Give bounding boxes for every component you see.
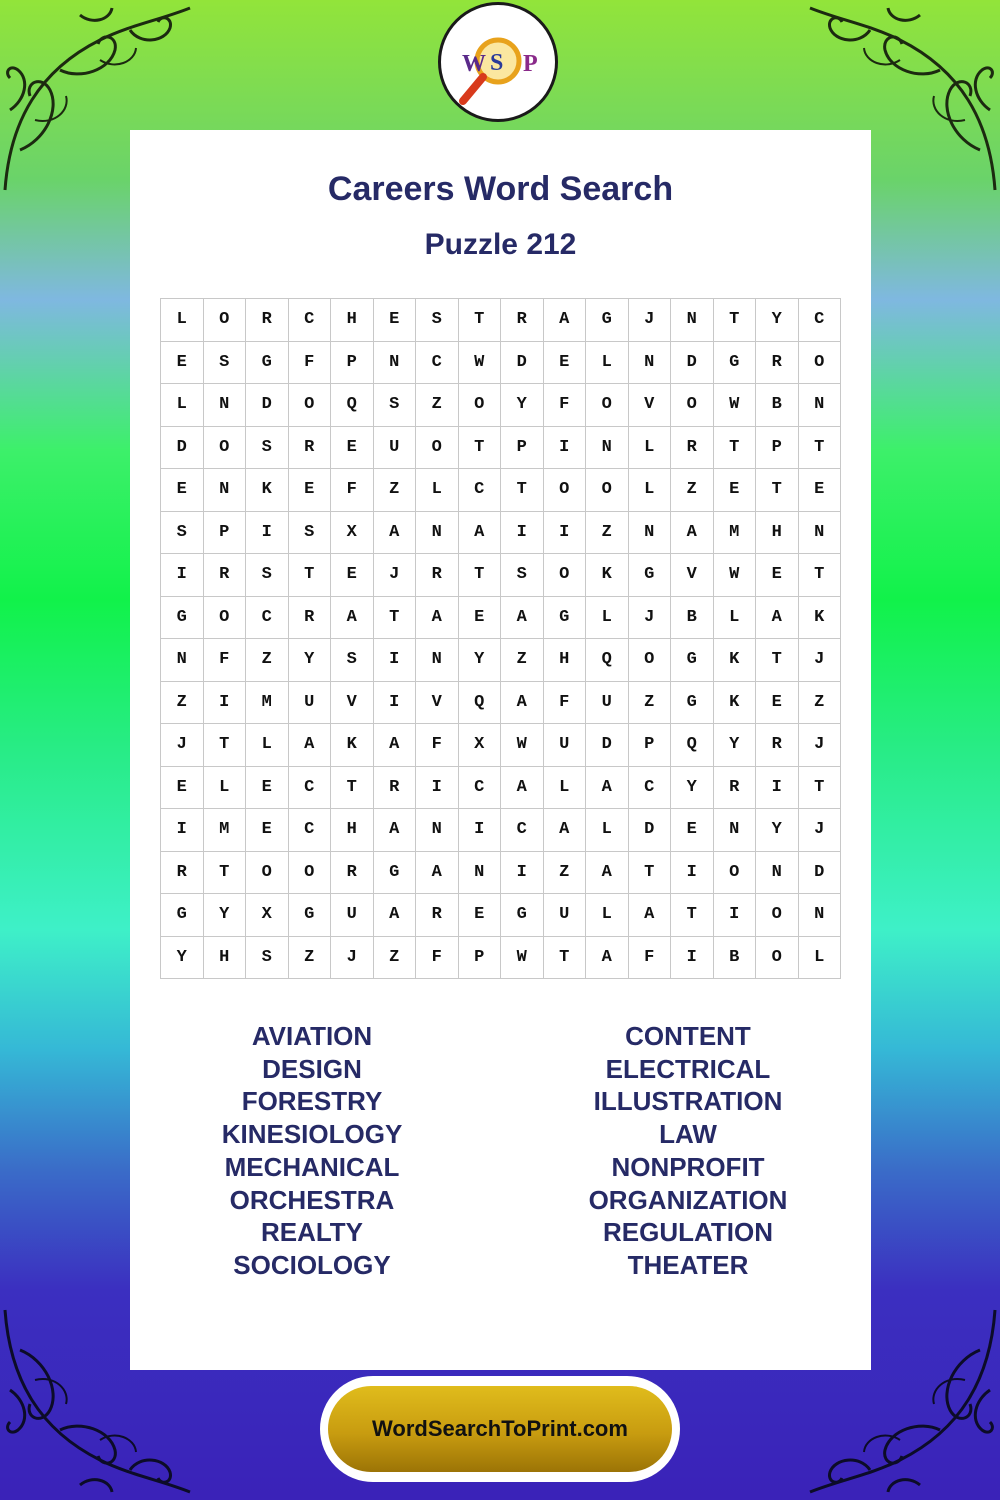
grid-cell[interactable]: Z [416,384,459,427]
grid-cell[interactable]: T [629,852,672,895]
page-title: Careers Word Search [327,170,674,208]
grid-cell[interactable]: A [501,682,544,725]
grid-cell[interactable]: A [289,724,332,767]
grid-cell[interactable]: O [204,427,247,470]
grid-cell[interactable]: Z [246,639,289,682]
grid-cell[interactable]: A [331,597,374,640]
grid-cell[interactable]: P [204,512,247,555]
grid-cell[interactable]: T [204,852,247,895]
grid-cell[interactable]: S [246,427,289,470]
word-list-item: KINESIOLOGY [221,1119,403,1150]
grid-cell[interactable]: E [161,767,204,810]
grid-cell[interactable]: O [756,937,799,980]
grid-cell[interactable]: T [459,299,502,342]
grid-cell[interactable]: R [331,852,374,895]
grid-cell[interactable]: F [204,639,247,682]
grid-cell[interactable]: L [629,469,672,512]
grid-cell[interactable]: I [544,512,587,555]
grid-cell[interactable]: O [289,852,332,895]
grid-cell[interactable]: Q [671,724,714,767]
grid-cell[interactable]: E [714,469,757,512]
puzzle-sheet [130,130,871,1370]
word-list-item: MECHANICAL [224,1151,400,1182]
grid-cell[interactable]: X [459,724,502,767]
grid-cell[interactable]: A [374,512,417,555]
grid-cell[interactable]: Z [374,937,417,980]
word-list-item: SOCIOLOGY [233,1249,391,1280]
grid-cell[interactable]: E [756,682,799,725]
grid-cell[interactable]: T [374,597,417,640]
grid-cell[interactable]: L [586,809,629,852]
grid-cell[interactable]: J [331,937,374,980]
grid-cell[interactable]: I [501,512,544,555]
grid-cell[interactable]: F [416,937,459,980]
grid-cell[interactable]: T [799,767,842,810]
grid-cell[interactable]: C [289,299,332,342]
grid-cell[interactable]: L [161,299,204,342]
grid-cell[interactable]: R [289,597,332,640]
grid-cell[interactable]: D [799,852,842,895]
grid-cell[interactable]: J [799,724,842,767]
grid-cell[interactable]: C [501,809,544,852]
grid-cell[interactable]: D [161,427,204,470]
grid-cell[interactable]: E [544,342,587,385]
grid-cell[interactable]: T [714,427,757,470]
grid-cell[interactable]: M [714,512,757,555]
grid-cell[interactable]: O [756,894,799,937]
wsp-logo[interactable] [438,2,558,122]
grid-cell[interactable]: G [544,597,587,640]
grid-cell[interactable]: N [586,427,629,470]
grid-cell[interactable]: G [161,894,204,937]
grid-cell[interactable]: V [629,384,672,427]
grid-cell[interactable]: T [714,299,757,342]
grid-cell[interactable]: B [714,937,757,980]
logo-letter-p: P [523,51,538,77]
grid-cell[interactable]: A [586,937,629,980]
grid-cell[interactable]: E [331,554,374,597]
grid-cell[interactable]: Z [671,469,714,512]
grid-cell[interactable]: Y [289,639,332,682]
word-list-item: NONPROFIT [611,1151,765,1182]
grid-cell[interactable]: R [161,852,204,895]
grid-cell[interactable]: P [459,937,502,980]
grid-cell[interactable]: O [459,384,502,427]
grid-cell[interactable]: C [246,597,289,640]
grid-cell[interactable]: K [331,724,374,767]
word-list-item: DESIGN [262,1053,362,1084]
magnifier-handle-icon [463,77,483,101]
grid-cell[interactable]: C [289,809,332,852]
grid-cell[interactable]: Z [289,937,332,980]
grid-cell[interactable]: E [799,469,842,512]
grid-cell[interactable]: G [246,342,289,385]
grid-cell[interactable]: I [671,937,714,980]
word-list-item: LAW [659,1119,717,1150]
grid-cell[interactable]: O [629,639,672,682]
letter-grid [160,298,841,979]
grid-cell[interactable]: H [331,299,374,342]
grid-cell[interactable]: J [161,724,204,767]
grid-cell[interactable]: T [459,427,502,470]
grid-cell[interactable]: O [671,384,714,427]
grid-cell[interactable]: A [756,597,799,640]
grid-cell[interactable]: I [459,809,502,852]
grid-cell[interactable]: O [204,299,247,342]
grid-cell[interactable]: I [374,639,417,682]
grid-cell[interactable]: F [416,724,459,767]
grid-cell[interactable]: C [459,767,502,810]
grid-cell[interactable]: F [289,342,332,385]
grid-cell[interactable]: I [671,852,714,895]
grid-cell[interactable]: Y [501,384,544,427]
grid-cell[interactable]: G [586,299,629,342]
grid-cell[interactable]: L [161,384,204,427]
grid-cell[interactable]: Y [161,937,204,980]
grid-cell[interactable]: X [246,894,289,937]
grid-cell[interactable]: I [161,809,204,852]
grid-cell[interactable]: N [756,852,799,895]
grid-cell[interactable]: O [586,384,629,427]
word-list-item: THEATER [627,1249,749,1280]
grid-cell[interactable]: H [544,639,587,682]
grid-cell[interactable]: O [714,852,757,895]
word-list-item: AVIATION [251,1021,373,1051]
grid-cell[interactable]: Y [756,809,799,852]
grid-cell[interactable]: T [799,427,842,470]
grid-cell[interactable]: X [331,512,374,555]
site-link-label: WordSearchToPrint.com [328,1386,672,1472]
grid-cell[interactable]: L [544,767,587,810]
grid-cell[interactable]: P [756,427,799,470]
word-list-item: ORCHESTRA [229,1184,395,1215]
grid-cell[interactable]: L [204,767,247,810]
grid-cell[interactable]: F [331,469,374,512]
grid-cell[interactable]: N [459,852,502,895]
grid-cell[interactable]: V [416,682,459,725]
grid-cell[interactable]: K [246,469,289,512]
grid-cell[interactable]: W [459,342,502,385]
grid-cell[interactable]: G [671,639,714,682]
grid-cell[interactable]: H [204,937,247,980]
grid-cell[interactable]: L [586,342,629,385]
grid-cell[interactable]: U [331,894,374,937]
grid-cell[interactable]: R [756,724,799,767]
grid-cell[interactable]: T [289,554,332,597]
grid-cell[interactable]: A [374,894,417,937]
grid-cell[interactable]: U [586,682,629,725]
grid-cell[interactable]: R [204,554,247,597]
grid-cell[interactable]: N [799,512,842,555]
grid-cell[interactable]: K [714,639,757,682]
grid-cell[interactable]: I [714,894,757,937]
grid-cell[interactable]: R [756,342,799,385]
grid-cell[interactable]: I [374,682,417,725]
grid-cell[interactable]: A [501,767,544,810]
grid-cell[interactable]: E [246,767,289,810]
grid-cell[interactable]: O [289,384,332,427]
grid-cell[interactable]: W [714,384,757,427]
grid-cell[interactable]: L [714,597,757,640]
grid-cell[interactable]: N [204,469,247,512]
grid-cell[interactable]: T [459,554,502,597]
grid-cell[interactable]: J [629,597,672,640]
grid-cell[interactable]: R [501,299,544,342]
grid-cell[interactable]: E [671,809,714,852]
grid-cell[interactable]: Z [799,682,842,725]
grid-cell[interactable]: T [501,469,544,512]
grid-cell[interactable]: E [161,469,204,512]
grid-cell[interactable]: D [501,342,544,385]
grid-cell[interactable]: L [416,469,459,512]
grid-cell[interactable]: Q [331,384,374,427]
grid-cell[interactable]: F [544,682,587,725]
grid-cell[interactable]: L [246,724,289,767]
grid-cell[interactable]: V [331,682,374,725]
logo-letter-w: W [462,51,486,77]
grid-cell[interactable]: W [501,724,544,767]
grid-cell[interactable]: C [416,342,459,385]
grid-cell[interactable]: B [756,384,799,427]
grid-cell[interactable]: G [714,342,757,385]
grid-cell[interactable]: J [799,809,842,852]
grid-cell[interactable]: T [756,469,799,512]
grid-cell[interactable]: N [416,512,459,555]
grid-cell[interactable]: Y [671,767,714,810]
grid-cell[interactable]: E [459,597,502,640]
grid-cell[interactable]: E [246,809,289,852]
grid-cell[interactable]: T [756,639,799,682]
grid-cell[interactable]: J [799,639,842,682]
grid-cell[interactable]: L [586,894,629,937]
grid-cell[interactable]: S [416,299,459,342]
grid-cell[interactable]: G [374,852,417,895]
grid-cell[interactable]: P [629,724,672,767]
grid-cell[interactable]: T [544,937,587,980]
word-list-item: ILLUSTRATION [593,1086,783,1117]
grid-cell[interactable]: N [799,384,842,427]
grid-cell[interactable]: S [246,937,289,980]
grid-cell[interactable]: D [629,809,672,852]
grid-cell[interactable]: Z [586,512,629,555]
grid-cell[interactable]: A [586,852,629,895]
grid-cell[interactable]: W [501,937,544,980]
grid-cell[interactable]: A [416,597,459,640]
grid-cell[interactable]: T [671,894,714,937]
grid-cell[interactable]: N [161,639,204,682]
grid-cell[interactable]: U [374,427,417,470]
grid-cell[interactable]: K [714,682,757,725]
grid-cell[interactable]: Q [459,682,502,725]
grid-cell[interactable]: E [289,469,332,512]
grid-cell[interactable]: S [204,342,247,385]
grid-cell[interactable]: E [459,894,502,937]
grid-cell[interactable]: E [374,299,417,342]
grid-cell[interactable]: J [629,299,672,342]
word-list-item: REALTY [260,1217,364,1248]
puzzle-number: Puzzle 212 [424,228,577,261]
grid-cell[interactable]: A [586,767,629,810]
grid-cell[interactable]: A [416,852,459,895]
grid-cell[interactable]: B [671,597,714,640]
grid-cell[interactable]: A [459,512,502,555]
grid-cell[interactable]: N [799,894,842,937]
grid-cell[interactable]: N [416,809,459,852]
grid-cell[interactable]: D [246,384,289,427]
grid-cell[interactable]: E [756,554,799,597]
grid-cell[interactable]: P [331,342,374,385]
grid-cell[interactable]: O [246,852,289,895]
grid-cell[interactable]: Z [629,682,672,725]
grid-cell[interactable]: O [204,597,247,640]
grid-cell[interactable]: A [544,299,587,342]
grid-cell[interactable]: G [671,682,714,725]
grid-cell[interactable]: W [714,554,757,597]
grid-cell[interactable]: R [714,767,757,810]
grid-cell[interactable]: R [671,427,714,470]
grid-cell[interactable]: F [629,937,672,980]
grid-cell[interactable]: R [246,299,289,342]
grid-cell[interactable]: K [799,597,842,640]
grid-cell[interactable]: N [204,384,247,427]
grid-cell[interactable]: I [544,427,587,470]
grid-cell[interactable]: Z [501,639,544,682]
word-list-item: FORESTRY [241,1086,383,1117]
grid-cell[interactable]: I [756,767,799,810]
grid-cell[interactable]: S [331,639,374,682]
grid-cell[interactable]: S [374,384,417,427]
grid-cell[interactable]: Q [586,639,629,682]
grid-cell[interactable]: G [629,554,672,597]
grid-cell[interactable]: Z [374,469,417,512]
word-list-right [538,1020,838,1282]
logo-letter-s: S [490,50,504,76]
word-list-left [162,1020,462,1282]
grid-cell[interactable]: S [246,554,289,597]
grid-cell[interactable]: A [374,724,417,767]
grid-cell[interactable]: E [161,342,204,385]
grid-cell[interactable]: G [289,894,332,937]
grid-cell[interactable]: O [586,469,629,512]
grid-cell[interactable]: D [671,342,714,385]
word-list-item: CONTENT [625,1021,751,1051]
site-link-button[interactable] [320,1376,680,1482]
grid-cell[interactable]: K [586,554,629,597]
grid-cell[interactable]: O [799,342,842,385]
grid-cell[interactable]: P [501,427,544,470]
grid-cell[interactable]: N [374,342,417,385]
grid-cell[interactable]: Y [459,639,502,682]
grid-cell[interactable]: N [714,809,757,852]
grid-cell[interactable]: D [586,724,629,767]
grid-cell[interactable]: O [544,469,587,512]
grid-cell[interactable]: O [416,427,459,470]
grid-cell[interactable]: U [544,724,587,767]
word-list-item: ORGANIZATION [588,1184,788,1215]
grid-cell[interactable]: A [374,809,417,852]
grid-cell[interactable]: N [629,512,672,555]
grid-cell[interactable]: R [416,894,459,937]
grid-cell[interactable]: G [501,894,544,937]
grid-cell[interactable]: T [204,724,247,767]
grid-cell[interactable]: S [501,554,544,597]
grid-cell[interactable]: A [544,809,587,852]
grid-cell[interactable]: Z [161,682,204,725]
grid-cell[interactable]: C [799,299,842,342]
grid-cell[interactable]: C [459,469,502,512]
grid-cell[interactable]: H [331,809,374,852]
grid-cell[interactable]: Y [714,724,757,767]
grid-cell[interactable]: A [501,597,544,640]
grid-cell[interactable]: S [289,512,332,555]
grid-cell[interactable]: L [586,597,629,640]
grid-cell[interactable]: I [161,554,204,597]
grid-cell[interactable]: A [671,512,714,555]
grid-cell[interactable]: F [544,384,587,427]
grid-cell[interactable]: I [246,512,289,555]
word-list-item: ELECTRICAL [605,1053,771,1084]
grid-cell[interactable]: L [629,427,672,470]
grid-cell[interactable]: S [161,512,204,555]
grid-cell[interactable]: C [629,767,672,810]
grid-cell[interactable]: A [629,894,672,937]
grid-cell[interactable]: H [756,512,799,555]
grid-cell[interactable]: M [204,809,247,852]
grid-cell[interactable]: E [331,427,374,470]
grid-cell[interactable]: T [799,554,842,597]
grid-cell[interactable]: N [629,342,672,385]
grid-cell[interactable]: I [204,682,247,725]
grid-cell[interactable]: M [246,682,289,725]
grid-cell[interactable]: O [544,554,587,597]
grid-cell[interactable]: I [416,767,459,810]
grid-cell[interactable]: C [289,767,332,810]
grid-cell[interactable]: J [374,554,417,597]
grid-cell[interactable]: U [289,682,332,725]
grid-cell[interactable]: V [671,554,714,597]
grid-cell[interactable]: N [416,639,459,682]
grid-cell[interactable]: L [799,937,842,980]
grid-cell[interactable]: Y [756,299,799,342]
word-list-item: REGULATION [603,1217,773,1248]
grid-cell[interactable]: Y [204,894,247,937]
grid-cell[interactable]: U [544,894,587,937]
grid-cell[interactable]: R [374,767,417,810]
grid-cell[interactable]: R [289,427,332,470]
grid-cell[interactable]: G [161,597,204,640]
grid-cell[interactable]: Z [544,852,587,895]
grid-cell[interactable]: R [416,554,459,597]
grid-cell[interactable]: T [331,767,374,810]
grid-cell[interactable]: I [501,852,544,895]
grid-cell[interactable]: N [671,299,714,342]
